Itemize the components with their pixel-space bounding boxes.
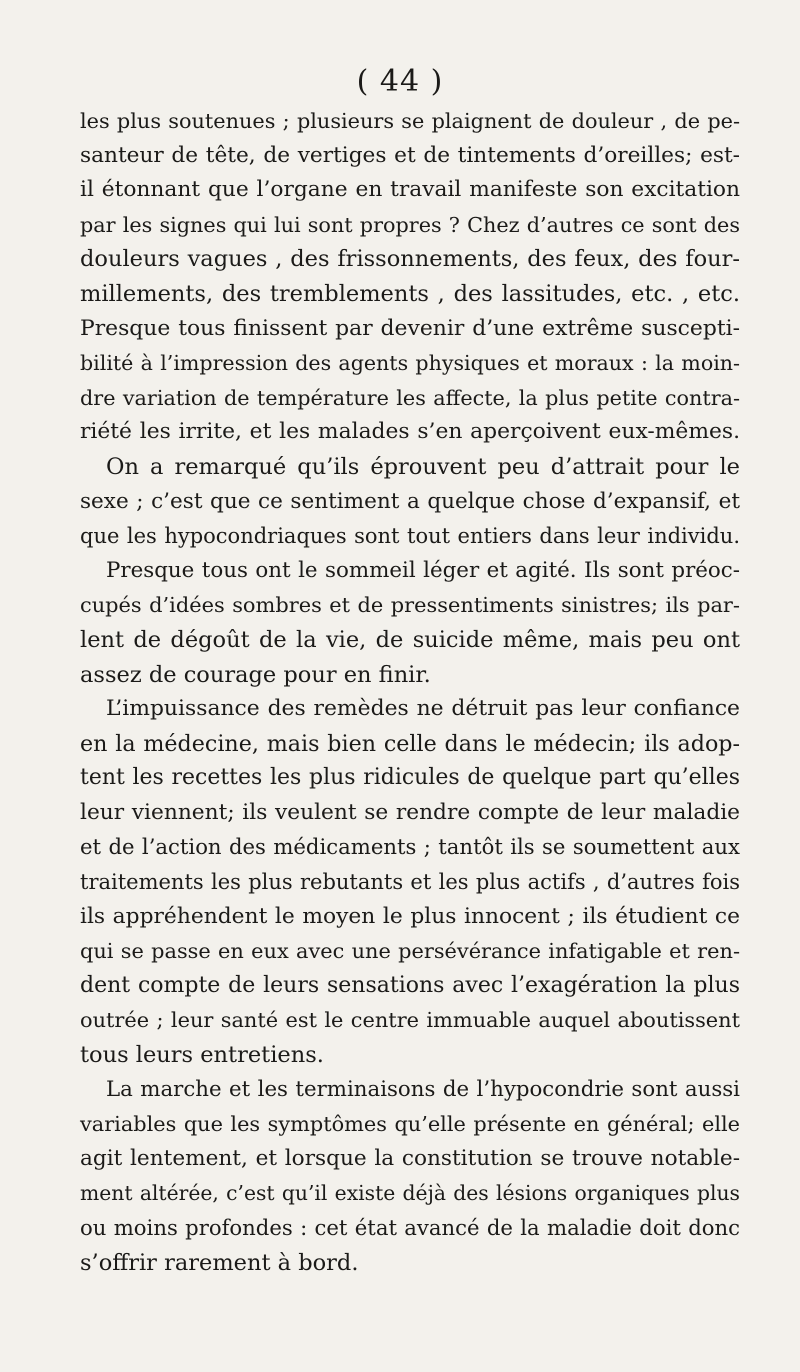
text-line: riété les irrite, et les malades s’en aperçoivent eux-mêmes. xyxy=(80,419,740,445)
text-line: dent compte de leurs sensations avec l’exagération la plus xyxy=(80,972,740,998)
text-line: leur viennent; ils veulent se rendre compte de leur maladie xyxy=(80,799,740,825)
text-line: agit lentement, et lorsque la constitution se trouve notable- xyxy=(80,1145,740,1171)
text-line: traitements les plus rebutants et les plus actifs , d’autres fois xyxy=(80,870,740,895)
text-line: dre variation de température les affecte, la plus petite contra- xyxy=(80,385,740,410)
text-line: sexe ; c’est que ce sentiment a quelque chose d’expansif, et xyxy=(80,488,740,514)
text-line: que les hypocondriaques sont tout entiers dans leur individu. xyxy=(80,524,740,549)
text-line: L’impuissance des remèdes ne détruit pas leur confiance xyxy=(106,696,740,722)
text-line: tous leurs entretiens. xyxy=(80,1042,324,1069)
body-text xyxy=(80,104,740,1280)
text-line: santeur de tête, de vertiges et de tintements d’oreilles; est- xyxy=(80,142,740,168)
text-line: variables que les symptômes qu’elle présente en général; elle xyxy=(80,1112,740,1137)
text-line: et de l’action des médicaments ; tantôt ils se soumettent aux xyxy=(80,834,740,860)
text-line: par les signes qui lui sont propres ? Chez d’autres ce sont des xyxy=(80,212,740,237)
text-line: s’offrir rarement à bord. xyxy=(80,1249,359,1276)
page-number: ( 44 ) xyxy=(356,64,444,99)
text-line: On a remarqué qu’ils éprouvent peu d’attrait pour le xyxy=(106,453,740,480)
text-line: ment altérée, c’est qu’il existe déjà des lésions organiques plus xyxy=(80,1181,740,1206)
text-line: outrée ; leur santé est le centre immuable auquel aboutissent xyxy=(80,1008,740,1033)
text-line: Presque tous ont le sommeil léger et agité. Ils sont préoc- xyxy=(106,557,740,583)
text-line: douleurs vagues , des frissonnements, des feux, des four- xyxy=(80,246,740,273)
text-line: cupés d’idées sombres et de pressentiments sinistres; ils par- xyxy=(80,593,740,618)
text-line: assez de courage pour en finir. xyxy=(80,661,431,688)
text-line: ils appréhendent le moyen le plus innocent ; ils étudient ce xyxy=(80,903,740,929)
text-line: tent les recettes les plus ridicules de quelque part qu’elles xyxy=(80,765,740,791)
text-line: il étonnant que l’organe en travail manifeste son excitation xyxy=(80,177,740,203)
text-line: bilité à l’impression des agents physiques et moraux : la moin- xyxy=(80,351,740,376)
text-line: en la médecine, mais bien celle dans le médecin; ils adop- xyxy=(80,730,740,757)
text-line: Presque tous finissent par devenir d’une extrême suscepti- xyxy=(80,315,740,341)
text-line: millements, des tremblements , des lassitudes, etc. , etc. xyxy=(80,280,740,307)
text-line: lent de dégoût de la vie, de suicide même, mais peu ont xyxy=(80,626,740,653)
text-line: La marche et les terminaisons de l’hypocondrie sont aussi xyxy=(106,1076,740,1102)
text-line: les plus soutenues ; plusieurs se plaignent de douleur , de pe- xyxy=(80,109,740,133)
text-line: ou moins profondes : cet état avancé de la maladie doit donc xyxy=(80,1215,740,1240)
text-line: qui se passe en eux avec une persévérance infatigable et ren- xyxy=(80,939,740,964)
